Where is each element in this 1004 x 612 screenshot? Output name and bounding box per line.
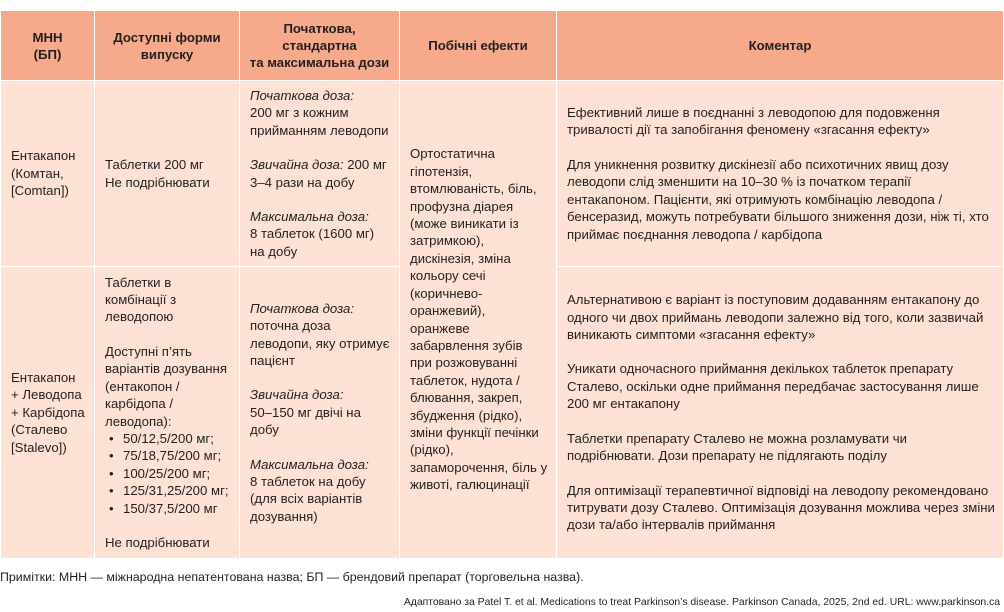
initial-dose-label: Початкова доза: bbox=[250, 300, 355, 316]
usual-dose-text: 200 мг 3–4 рази на добу bbox=[250, 157, 391, 190]
usual-dose bbox=[250, 156, 391, 191]
comment-paragraph: Для уникнення розвитку дискінезії або психотичних явищ дозу леводопи слід зменшити на 10–30 % із початком терапії ентакапоном. Пацієнти, які отримують комбінацію леводопа / бенсеразид, можуть потребувати більшого зниження дози, ніж ті, хто приймає поєднання леводопа / карбідопа bbox=[567, 156, 989, 242]
header-comment: Коментар bbox=[557, 11, 1004, 81]
side-effects-cell: Ортостатична гіпотензія, втомлюваність, біль, профузна діарея (може виникати із затримкою), дискінезія, зміна кольору сечі (коричнево-оранжевий), оранжеве забарвлення зубів при розжовуванні таблеток, нудота / блювання, закреп, збудження (рідко), зміни функції печінки (рідко), запаморочення, біль у животі, галюцинації bbox=[400, 81, 557, 559]
comments-stalevo bbox=[557, 267, 1004, 559]
dose-variant-list bbox=[105, 430, 231, 517]
dose-stalevo bbox=[240, 267, 400, 559]
comment-paragraph: Ефективний лише в поєднанні з леводопою для подовження тривалості дії та запобігання феномену «згасання ефекту» bbox=[567, 105, 940, 138]
max-dose-label: Максимальна доза: bbox=[250, 208, 369, 224]
max-dose bbox=[250, 456, 391, 526]
table-notes: Примітки: МНН — міжнародна непатентована назва; БП — брендовий препарат (торговельна назва). bbox=[0, 570, 584, 584]
usual-dose-label: Звичайна доза: bbox=[250, 157, 344, 173]
list-item: • 100/25/200 мг; bbox=[107, 465, 231, 482]
list-item: • 50/12,5/200 мг; bbox=[107, 430, 231, 447]
header-side-effects: Побічні ефекти bbox=[400, 11, 557, 81]
max-dose-text: 8 таблеток на добу (для всіх варіантів дозування) bbox=[250, 474, 366, 524]
forms-stalevo bbox=[95, 267, 240, 559]
form-variants-intro: Доступні п’ять варіантів дозування (ентакопон / карбідопа / леводопа): bbox=[105, 343, 227, 429]
form-tablets: Таблетки 200 мг bbox=[105, 157, 204, 173]
initial-dose bbox=[250, 87, 391, 139]
initial-dose-text: 200 мг з кожним прийманням леводопи bbox=[250, 105, 389, 138]
form-combination: Таблетки в комбінації з леводопою bbox=[105, 274, 177, 325]
table-row-entacapone bbox=[1, 81, 1004, 267]
initial-dose-label: Початкова доза: bbox=[250, 87, 355, 103]
max-dose-text: 8 таблеток (1600 мг) на добу bbox=[250, 226, 375, 259]
comments-entacapone bbox=[557, 81, 1004, 267]
header-forms: Доступні форми випуску bbox=[95, 11, 240, 81]
comment-paragraph: Для оптимізації терапевтичної відповіді на леводопу рекомендовано титрувати дозу Сталево. Оптимізація дозування можлива через зміни дози та/або інтервалів приймання bbox=[567, 482, 995, 533]
drug-table bbox=[0, 10, 1004, 559]
form-no-crush: Не подрібнювати bbox=[105, 534, 210, 550]
list-item: • 150/37,5/200 мг bbox=[107, 500, 231, 517]
max-dose bbox=[250, 208, 391, 260]
max-dose-label: Максимальна доза: bbox=[250, 456, 369, 472]
comment-paragraph: Уникати одночасного приймання декількох таблеток препарату Сталево, оскільки одне приймання передбачає застосування лише 200 мг ентакапону bbox=[567, 361, 979, 412]
comment-paragraph: Таблетки препарату Сталево не можна розламувати чи подрібнювати. Дози препарату не підлягають поділу bbox=[567, 430, 908, 464]
drug-name-stalevo: Ентакапон + Леводопа + Карбідопа (Сталево [Stalevo]) bbox=[1, 267, 95, 559]
usual-dose-label: Звичайна доза: bbox=[250, 387, 344, 403]
list-item: • 125/31,25/200 мг; bbox=[107, 482, 231, 499]
table-header-row bbox=[1, 11, 1004, 81]
form-variants bbox=[105, 343, 231, 517]
usual-dose-text: 50–150 мг двічі на добу bbox=[250, 404, 361, 438]
header-inn: МНН (БП) bbox=[1, 11, 95, 81]
initial-dose-text: поточна доза леводопи, яку отримує пацієнт bbox=[250, 318, 390, 368]
header-dose: Початкова, стандартна та максимальна дози bbox=[240, 11, 400, 81]
drug-name-entacapone: Ентакапон (Комтан, [Comtan]) bbox=[1, 81, 95, 267]
list-item: • 75/18,75/200 мг; bbox=[107, 447, 231, 464]
comment-paragraph: Альтернативою є варіант із поступовим додаванням ентакапону до одного чи двох приймань леводопи залежно від того, коли зазвичай виникають симптоми «згасання ефекту» bbox=[567, 292, 984, 343]
forms-entacapone bbox=[95, 81, 240, 267]
source-citation: Адаптовано за Patel T. et al. Medications to treat Parkinson’s disease. Parkinson Canada, 2025, 2nd ed. URL: www.parkinson.ca bbox=[403, 597, 1000, 608]
initial-dose bbox=[250, 300, 391, 370]
usual-dose bbox=[250, 386, 391, 438]
dose-entacapone bbox=[240, 81, 400, 267]
form-no-crush: Не подрібнювати bbox=[105, 174, 210, 190]
